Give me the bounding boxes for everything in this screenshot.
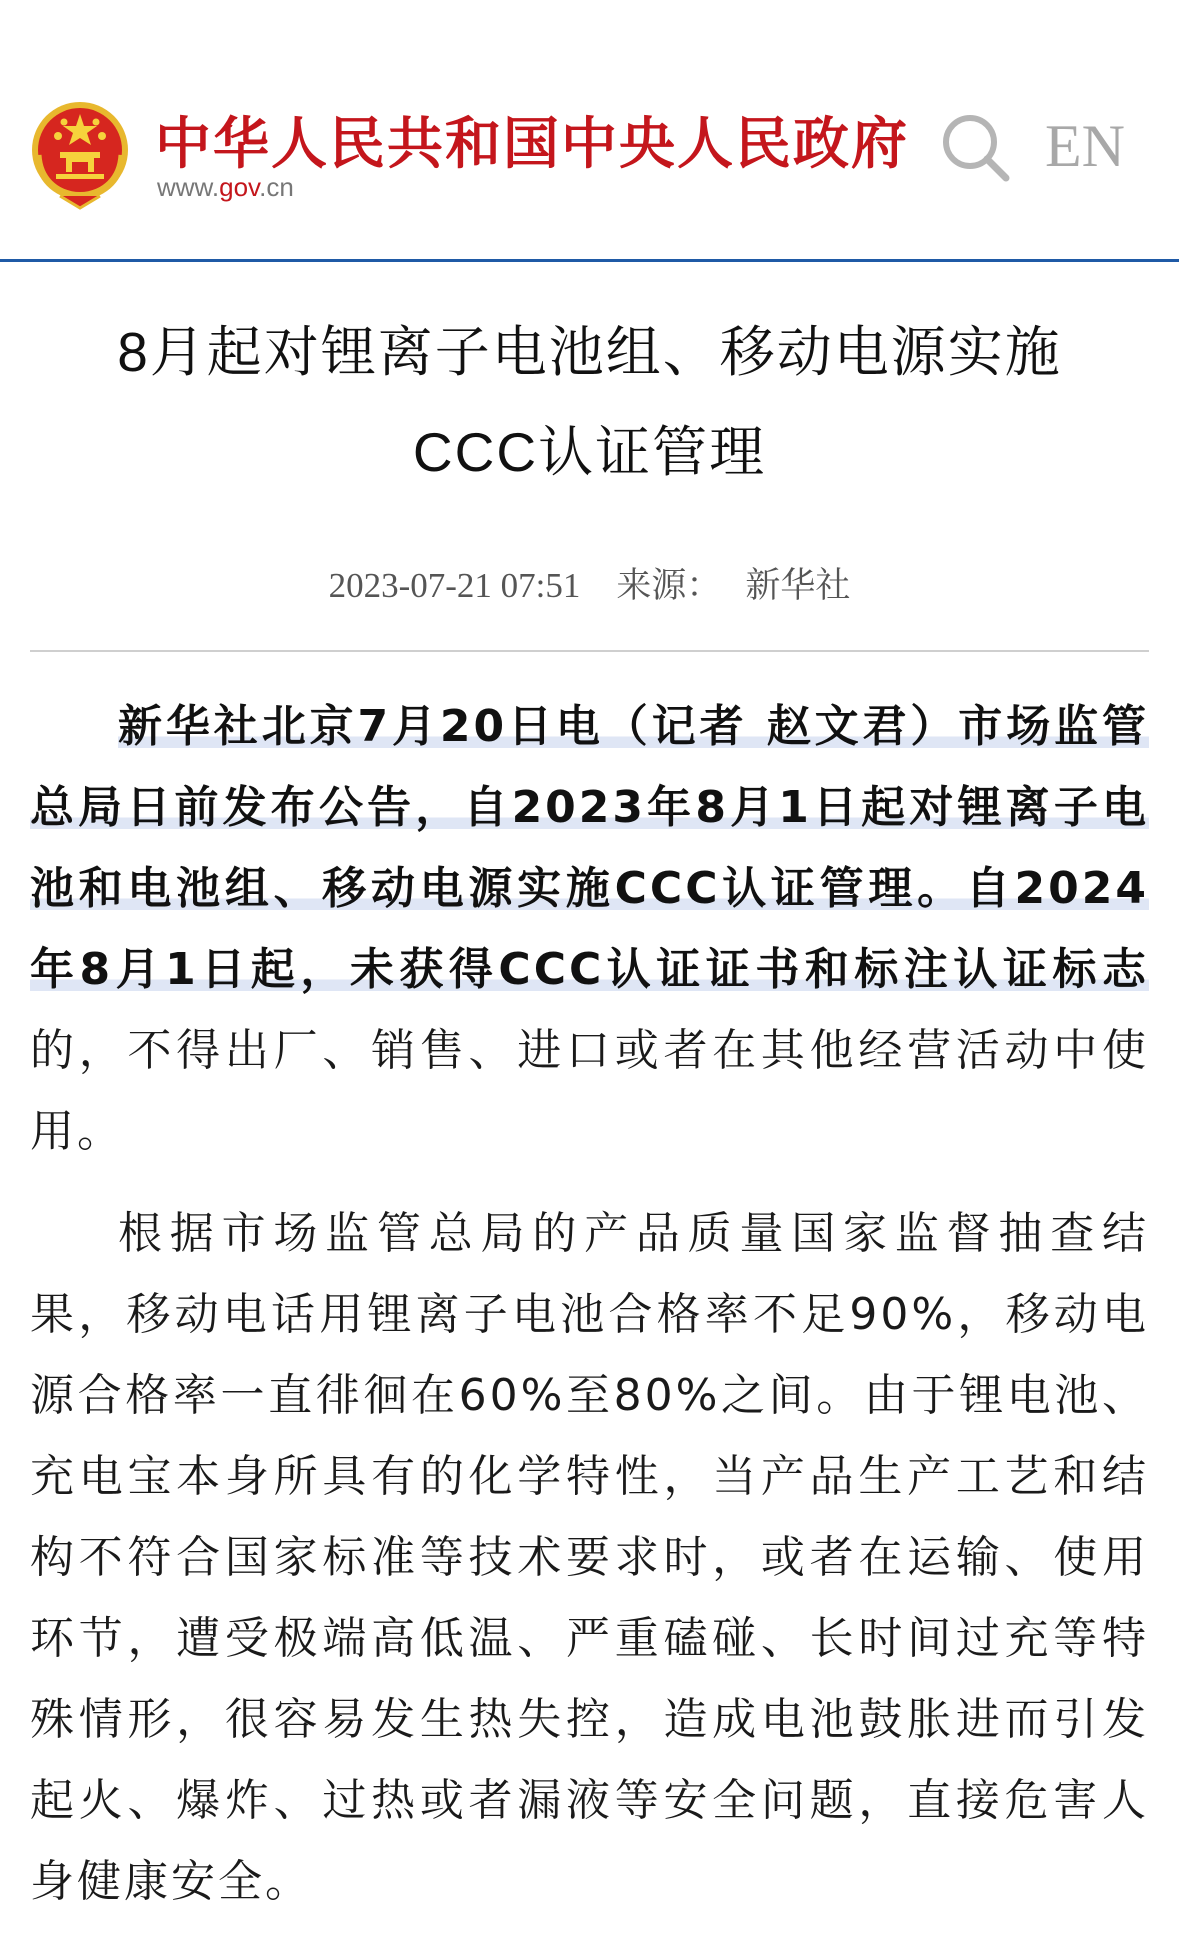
english-button[interactable]: EN xyxy=(1045,113,1125,179)
site-url-prefix: www. xyxy=(157,172,220,202)
site-header xyxy=(0,0,1179,262)
article-title-line-2: CCC认证管理 xyxy=(412,421,767,483)
article-meta xyxy=(30,558,1149,608)
article-title-line-1: 8月起对锂离子电池组、移动电源实施 xyxy=(117,321,1062,383)
paragraph-2: 根据市场监管总局的产品质量国家监督抽查结果，移动电话用锂离子电池合格率不足90%，移动电源合格率一直徘徊在60%至80%之间。由于锂电池、充电宝本身所具有的化学特性，当产品生产工艺和结构不符合国家标准等技术要求时，或者在运输、使用环节，遭受极端高低温、严重磕碰、长时间过充等特殊情形，很容易发生热失控，造成电池鼓胀进而引发起火、爆炸、过热或者漏液等安全问题，直接危害人身健康安全。 xyxy=(30,1208,1149,1907)
site-url[interactable] xyxy=(157,172,294,203)
paragraph-1-highlight: 新华社北京7月20日电（记者 赵文君）市场监管总局日前发布公告，自2023年8月1日起对锂离子电池和电池组、移动电源实施CCC认证管理。自2024年8月1日起，未获得CCC认证证书和标注认证标志 xyxy=(30,701,1149,995)
search-icon[interactable] xyxy=(940,112,1012,184)
site-url-suffix: .cn xyxy=(259,172,294,202)
divider xyxy=(30,650,1149,652)
article-title xyxy=(30,302,1149,502)
paragraph-1-rest: 的，不得出厂、销售、进口或者在其他经营活动中使用。 xyxy=(30,1025,1149,1157)
publish-date: 2023-07-21 07:51 xyxy=(328,566,581,605)
source-name: 新华社 xyxy=(745,566,851,606)
national-emblem-icon[interactable] xyxy=(30,100,130,210)
paragraph-1 xyxy=(30,686,1149,1172)
site-url-domain: gov xyxy=(219,172,260,202)
source-label: 来源： xyxy=(616,566,722,606)
site-title[interactable]: 中华人民共和国中央人民政府 xyxy=(155,111,909,177)
